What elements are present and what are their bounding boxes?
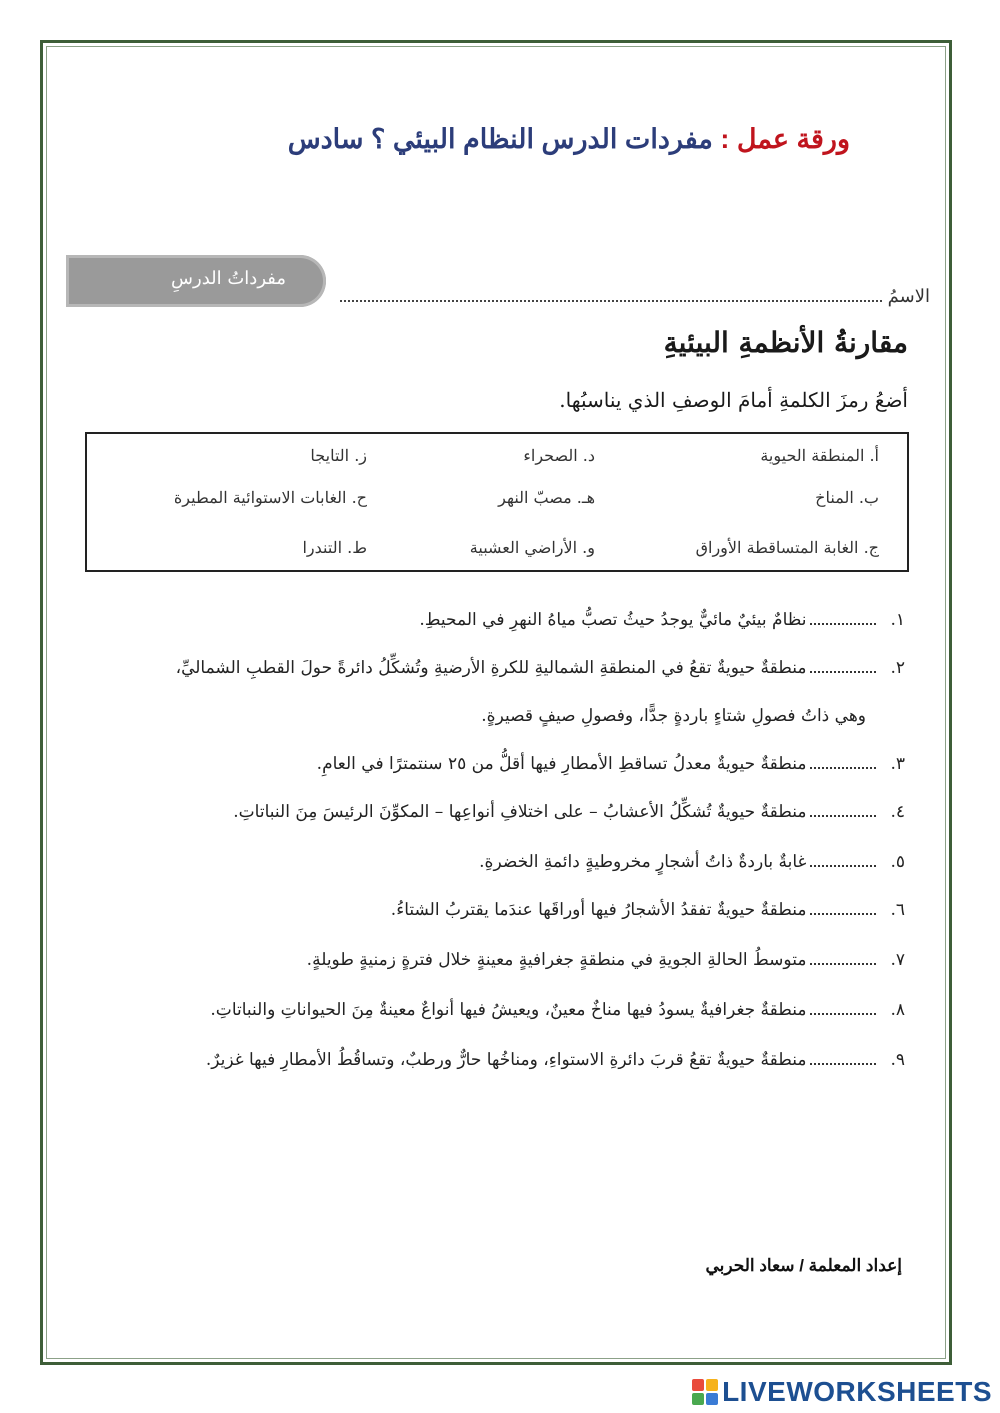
question-9: ٩.منطقةٌ حيويةٌ تقعُ قربَ دائرةِ الاستواءِ، ومناخُها حارٌّ ورطبٌ، وتساقُطُ الأمطارِ فيها غزيرٌ. (205, 1050, 905, 1070)
answer-blank[interactable] (810, 815, 876, 817)
answer-blank[interactable] (810, 913, 876, 915)
student-name-row (340, 277, 930, 307)
word-bank-item: و. الأراضي العشبية (469, 538, 595, 557)
answer-blank[interactable] (810, 623, 876, 625)
title-label: ورقة عمل : (720, 124, 850, 154)
word-bank-item: هـ. مصبّ النهر (498, 488, 595, 507)
author-credit: إعداد المعلمة / سعاد الحربي (705, 1256, 902, 1275)
instruction-text: أضعُ رمزَ الكلمةِ أمامَ الوصفِ الذي يناسبُها. (559, 388, 908, 412)
answer-blank[interactable] (810, 767, 876, 769)
question-2-continued: وهي ذاتُ فصولِ شتاءٍ باردةٍ جدًّا، وفصولِ صيفٍ قصيرةٍ. (481, 706, 866, 726)
name-label: الاسمُ (887, 286, 930, 307)
word-bank-item: أ. المنطقة الحيوية (760, 446, 879, 465)
word-bank-item: ح. الغابات الاستوائية المطيرة (173, 488, 367, 507)
question-2: ٢.منطقةٌ حيويةٌ تقعُ في المنطقةِ الشماليةِ للكرةِ الأرضيةِ وتُشكِّلُ دائرةً حولَ القطبِ الشماليِّ، (175, 658, 905, 678)
answer-blank[interactable] (810, 1063, 876, 1065)
word-bank (85, 432, 909, 572)
name-input-line[interactable] (340, 300, 882, 302)
title-topic: مفردات الدرس النظام البيئي ؟ سادس (287, 124, 713, 154)
lesson-vocabulary-tab (66, 255, 326, 307)
question-8: ٨.منطقةٌ جغرافيةٌ يسودُ فيها مناخٌ معينٌ، ويعيشُ فيها أنواعٌ معينةٌ مِنَ الحيواناتِ والنباتاتِ. (210, 1000, 905, 1020)
page-inner-border (46, 46, 946, 1359)
worksheet-title (288, 124, 850, 155)
question-3: ٣.منطقةٌ حيويةٌ معدلُ تساقطِ الأمطارِ فيها أقلُّ من ٢٥ سنتمترًا في العامِ. (316, 754, 905, 774)
answer-blank[interactable] (810, 671, 876, 673)
question-4: ٤.منطقةٌ حيويةٌ تُشكِّلُ الأعشابُ – على اختلافِ أنواعِها – المكوِّنَ الرئيسَ مِنَ النباتاتِ. (233, 802, 905, 822)
word-bank-item: ز. التايجا (310, 446, 367, 465)
question-5: ٥.غابةٌ باردةٌ ذاتُ أشجارٍ مخروطيةٍ دائمةِ الخضرةِ. (479, 852, 905, 872)
question-1: ١.نظامٌ بيئيٌ مائيٌّ يوجدُ حيثُ تصبُّ مياهُ النهرِ في المحيطِ. (419, 610, 905, 630)
word-bank-item: ب. المناخ (815, 488, 879, 507)
word-bank-item: ج. الغابة المتساقطة الأوراق (695, 538, 879, 557)
word-bank-item: د. الصحراء (523, 446, 595, 465)
brand-text: LIVEWORKSHEETS (722, 1376, 992, 1407)
word-bank-item: ط. التندرا (302, 538, 367, 557)
tab-label: مفرداتُ الدرسِ (171, 268, 286, 289)
answer-blank[interactable] (810, 963, 876, 965)
liveworksheets-logo-icon (692, 1379, 718, 1405)
question-6: ٦.منطقةٌ حيويةٌ تفقدُ الأشجارُ فيها أوراقَها عندَما يقتربُ الشتاءُ. (390, 900, 905, 920)
section-title: مقارنةُ الأنظمةِ البيئيةِ (663, 326, 908, 359)
answer-blank[interactable] (810, 865, 876, 867)
liveworksheets-brand[interactable] (692, 1376, 992, 1408)
question-7: ٧.متوسطُ الحالةِ الجويةِ في منطقةٍ جغرافيةٍ معينةٍ خلال فترةٍ زمنيةٍ طويلةٍ. (306, 950, 905, 970)
answer-blank[interactable] (810, 1013, 876, 1015)
